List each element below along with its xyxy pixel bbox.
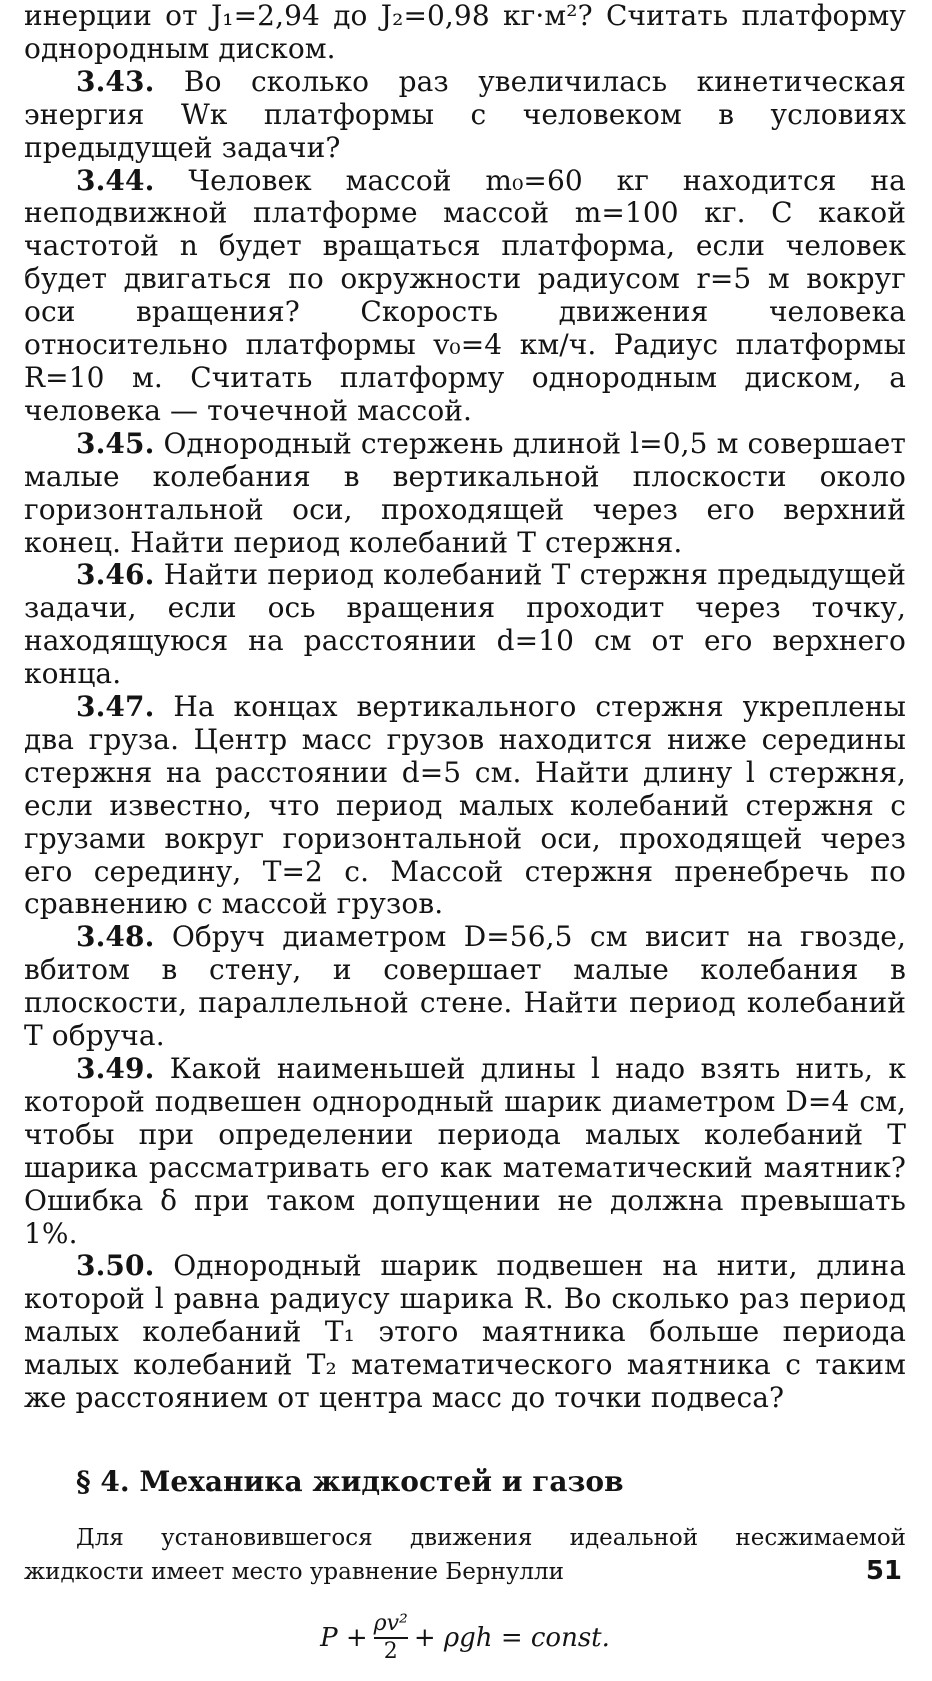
section-intro [24,1521,906,1589]
problem-number: 3.45. [76,426,155,460]
problem-3-47 [24,691,906,921]
problem-number: 3.47. [76,690,155,724]
problem-3-46 [24,559,906,691]
formula-denominator: 2 [383,1638,398,1664]
problem-text: Какой наименьшей длины l надо взять нить, к которой подвешен однородный шарик диаметром D=4 см, чтобы при определении периода малых колебаний T шарика рассматривать его как математический маятник? Ошибка δ при таком допущении не должна превышать 1%. [24,1052,906,1250]
problem-text: Однородный шарик подвешен на нити, длина которой l равна радиусу шарика R. Во сколько раз период малых колебаний T₁ этого маятника больше периода малых колебаний T₂ математического маятника с таким же расстоянием от центра масс до точки подвеса? [24,1249,906,1415]
problem-text: Найти период колебаний T стержня предыдущей задачи, если ось вращения проходит через точку, находящуюся на расстоянии d=10 см от его верхнего конца. [24,558,906,691]
problem-number: 3.50. [76,1249,155,1283]
problem-3-49 [24,1053,906,1250]
paragraph-continuation [24,0,906,66]
problem-text: Человек массой m₀=60 кг находится на неподвижной платформе массой m=100 кг. С какой частотой n будет вращаться платформа, если человек будет двигаться по окружности радиусом r=5 м вокруг оси вращения? Скорость движения человека относительно платформы v₀=4 км/ч. Радиус платформы R=10 м. Считать платформу однородным диском, а человека — точечной массой. [24,163,906,427]
formula-right: + ρgh = const. [413,1622,610,1653]
problem-text: Во сколько раз увеличилась кинетическая энергия Wк платформы с человеком в условиях предыдущей задачи? [24,64,906,164]
formula-left: P + [320,1622,368,1653]
page-number: 51 [865,1556,902,1586]
problem-text: Обруч диаметром D=56,5 см висит на гвозде, вбитом в стену, и совершает малые колебания в плоскости, параллельной стене. Найти период колебаний T обруча. [24,920,906,1053]
problem-list [24,0,906,1415]
problem-3-48 [24,921,906,1053]
problem-3-50 [24,1250,906,1415]
problem-3-43 [24,66,906,165]
problem-number: 3.46. [76,558,155,592]
paragraph-text: инерции от J₁=2,94 до J₂=0,98 кг·м²? Считать платформу однородным диском. [24,0,906,65]
formula-fraction [374,1611,408,1665]
problem-3-44 [24,165,906,428]
problem-number: 3.43. [76,64,155,98]
problem-number: 3.49. [76,1052,155,1085]
problem-3-45 [24,428,906,560]
problem-text: На концах вертикального стержня укреплены два груза. Центр масс грузов находится ниже середины стержня на расстоянии d=5 см. Найти длину l стержня, если известно, что период малых колебаний стержня с грузами вокруг горизонтальной оси, проходящей через его середину, T=2 с. Массой стержня пренебречь по сравнению с массой грузов. [24,690,906,921]
problem-text: Однородный стержень длиной l=0,5 м совершает малые колебания в вертикальной плоскости около горизонтальной оси, проходящей через его верхний конец. Найти период колебаний T стержня. [24,426,906,559]
section-heading: § 4. Механика жидкостей и газов [76,1464,624,1498]
problem-number: 3.44. [76,163,155,197]
bernoulli-equation [24,1611,906,1681]
formula-numerator: ρv² [373,1610,408,1636]
problem-number: 3.48. [76,920,155,954]
formula-body [320,1611,610,1665]
section-intro-text: Для установившегося движения идеальной несжимаемой жидкости имеет место уравнение Бернулли [24,1524,906,1585]
